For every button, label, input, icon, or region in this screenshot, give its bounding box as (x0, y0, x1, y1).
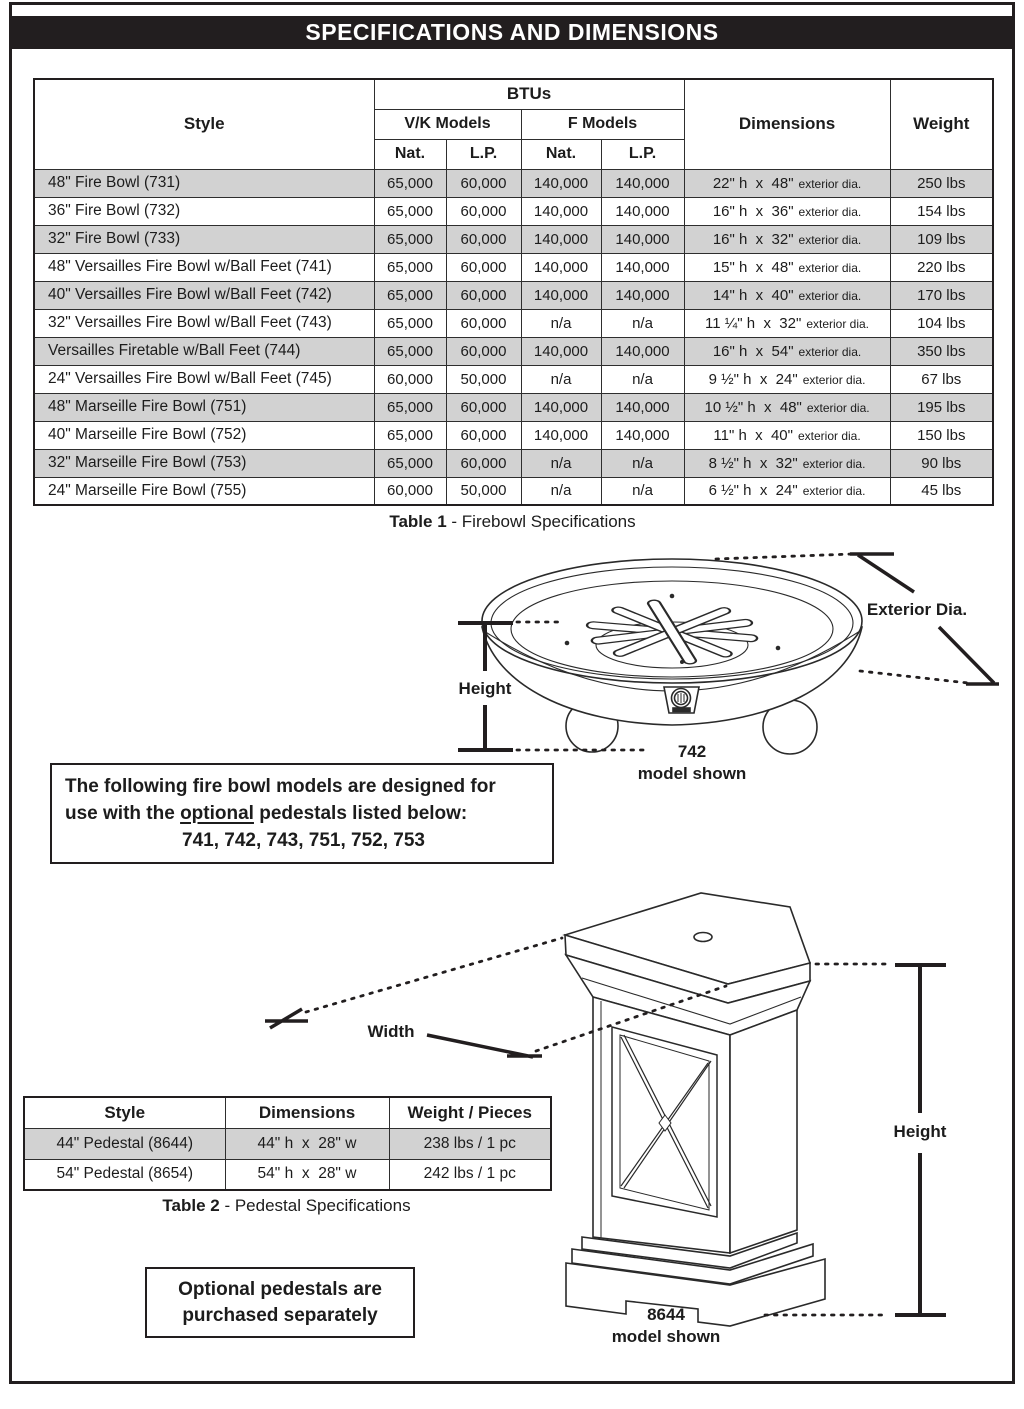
cell-f-lp: 140,000 (601, 421, 684, 449)
table-row (24, 1159, 551, 1190)
cell-weight: 67 lbs (890, 365, 993, 393)
cell-vk-nat: 65,000 (374, 421, 446, 449)
width-label: Width (367, 1022, 415, 1041)
table2-caption (23, 1196, 550, 1216)
cell-f-lp: 140,000 (601, 393, 684, 421)
diameter-tick-bottom (939, 627, 999, 684)
cell-f-nat: 140,000 (521, 393, 601, 421)
cell-weight: 104 lbs (890, 309, 993, 337)
table1-caption (33, 512, 992, 532)
dimension-value: 16" h x 54" (712, 342, 794, 360)
cell-dimensions (684, 253, 890, 281)
cell-style: 48" Versailles Fire Bowl w/Ball Feet (741) (34, 253, 374, 281)
cell-vk-nat: 65,000 (374, 169, 446, 197)
col-header-style: Style (24, 1097, 225, 1128)
col-header-vk-lp: L.P. (446, 139, 521, 169)
cell-style: 44" Pedestal (8644) (24, 1128, 225, 1159)
table-row (34, 337, 993, 365)
table1-caption-bold: Table 1 (389, 512, 447, 531)
cell-dimensions (684, 225, 890, 253)
cell-weight: 109 lbs (890, 225, 993, 253)
cell-dimensions: 54" h x 28" w (225, 1159, 389, 1190)
optional-pedestals-note (145, 1267, 415, 1338)
firebowl-spec-table (33, 78, 994, 506)
cell-weight: 90 lbs (890, 449, 993, 477)
table2-caption-text: - Pedestal Specifications (219, 1196, 411, 1215)
dimension-value: 14" h x 40" (712, 286, 794, 304)
dimension-value: 8 ½" h x 32" (708, 454, 798, 472)
table-row (34, 421, 993, 449)
optional-note-line-2: purchased separately (182, 1305, 378, 1326)
height-label: Height (893, 1122, 947, 1141)
cell-vk-nat: 65,000 (374, 197, 446, 225)
table-row (34, 365, 993, 393)
dimension-note: exterior dia. (802, 484, 866, 499)
cell-f-nat: n/a (521, 365, 601, 393)
table-row (24, 1128, 551, 1159)
table2-caption-bold: Table 2 (162, 1196, 220, 1215)
col-header-f-lp: L.P. (601, 139, 684, 169)
optional-note-line-1: Optional pedestals are (178, 1279, 382, 1300)
cell-vk-lp: 60,000 (446, 337, 521, 365)
dimension-value: 10 ½" h x 48" (704, 398, 802, 416)
cell-f-lp: n/a (601, 477, 684, 505)
cell-weight: 154 lbs (890, 197, 993, 225)
cell-weight: 150 lbs (890, 421, 993, 449)
cell-vk-lp: 60,000 (446, 197, 521, 225)
cell-vk-lp: 60,000 (446, 225, 521, 253)
compatible-model-numbers: 741, 742, 743, 751, 752, 753 (182, 830, 425, 851)
cell-style: 54" Pedestal (8654) (24, 1159, 225, 1190)
cell-f-nat: 140,000 (521, 197, 601, 225)
exterior-diameter-label: Exterior Dia. (866, 600, 968, 619)
cell-vk-nat: 65,000 (374, 253, 446, 281)
cell-vk-lp: 60,000 (446, 169, 521, 197)
table-row (34, 393, 993, 421)
cell-style: 32" Marseille Fire Bowl (753) (34, 449, 374, 477)
cell-dimensions: 44" h x 28" w (225, 1128, 389, 1159)
firebowl-model-number: 742 (677, 742, 707, 761)
cell-dimensions (684, 393, 890, 421)
col-header-vk-models: V/K Models (374, 109, 521, 139)
col-header-btus: BTUs (374, 79, 684, 109)
cell-style: 48" Marseille Fire Bowl (751) (34, 393, 374, 421)
cell-vk-lp: 60,000 (446, 253, 521, 281)
table-row (34, 281, 993, 309)
cell-f-lp: n/a (601, 309, 684, 337)
cell-dimensions (684, 197, 890, 225)
cell-f-nat: n/a (521, 477, 601, 505)
cell-vk-lp: 60,000 (446, 281, 521, 309)
note-line-2 (65, 800, 542, 827)
brand-logo-plate (664, 687, 699, 713)
table-row (34, 169, 993, 197)
cell-f-lp: 140,000 (601, 281, 684, 309)
note-line-2-post: pedestals listed below: (253, 803, 468, 824)
dimension-value: 16" h x 36" (712, 202, 794, 220)
col-header-weight: Weight (890, 79, 993, 169)
cell-f-nat: 140,000 (521, 253, 601, 281)
pedestal-model-caption: model shown (611, 1327, 721, 1346)
cell-f-nat: n/a (521, 449, 601, 477)
cell-vk-nat: 65,000 (374, 337, 446, 365)
cell-weight: 195 lbs (890, 393, 993, 421)
cell-dimensions (684, 309, 890, 337)
cell-weight: 350 lbs (890, 337, 993, 365)
firebowl-model-caption: model shown (637, 764, 747, 783)
cell-weight: 45 lbs (890, 477, 993, 505)
cell-vk-nat: 65,000 (374, 281, 446, 309)
cell-style: 48" Fire Bowl (731) (34, 169, 374, 197)
cell-vk-nat: 65,000 (374, 309, 446, 337)
dimension-note: exterior dia. (798, 260, 862, 275)
cell-vk-lp: 60,000 (446, 393, 521, 421)
dimension-note: exterior dia. (797, 428, 861, 443)
cell-dimensions (684, 281, 890, 309)
pedestal-column-side (730, 1010, 797, 1253)
cell-style: 24" Marseille Fire Bowl (755) (34, 477, 374, 505)
cell-vk-lp: 60,000 (446, 421, 521, 449)
col-header-dimensions: Dimensions (684, 79, 890, 169)
cell-f-lp: 140,000 (601, 197, 684, 225)
cell-dimensions (684, 477, 890, 505)
cell-weight: 170 lbs (890, 281, 993, 309)
diameter-tick-top (850, 554, 914, 592)
cell-style: 32" Fire Bowl (733) (34, 225, 374, 253)
col-header-vk-nat: Nat. (374, 139, 446, 169)
cell-f-nat: 140,000 (521, 169, 601, 197)
cell-vk-nat: 60,000 (374, 477, 446, 505)
dimension-note: exterior dia. (798, 176, 862, 191)
dimension-note: exterior dia. (798, 232, 862, 247)
dimension-note: exterior dia. (802, 372, 866, 387)
dimension-value: 15" h x 48" (712, 258, 794, 276)
dimension-value: 6 ½" h x 24" (708, 482, 798, 500)
height-label: Height (458, 679, 512, 698)
cell-weight: 220 lbs (890, 253, 993, 281)
dimension-value: 9 ½" h x 24" (708, 370, 798, 388)
table-row (34, 309, 993, 337)
cell-style: 36" Fire Bowl (732) (34, 197, 374, 225)
diameter-leader-dots-top (716, 554, 852, 559)
cell-dimensions (684, 449, 890, 477)
cell-dimensions (684, 365, 890, 393)
cell-vk-nat: 65,000 (374, 449, 446, 477)
dimension-value: 22" h x 48" (712, 174, 794, 192)
table1-caption-text: - Firebowl Specifications (446, 512, 636, 531)
diameter-leader-dots-bottom (860, 671, 968, 683)
cell-f-lp: 140,000 (601, 225, 684, 253)
pedestal-compatibility-note (50, 763, 554, 864)
note-underlined-word: optional (180, 803, 254, 824)
cell-style: 40" Versailles Fire Bowl w/Ball Feet (742) (34, 281, 374, 309)
cell-f-nat: 140,000 (521, 225, 601, 253)
dimension-note: exterior dia. (806, 316, 870, 331)
cell-dimensions (684, 337, 890, 365)
cell-vk-lp: 60,000 (446, 449, 521, 477)
cell-dimensions (684, 421, 890, 449)
cell-f-nat: 140,000 (521, 281, 601, 309)
dimension-note: exterior dia. (802, 456, 866, 471)
cell-vk-nat: 65,000 (374, 225, 446, 253)
dimension-note: exterior dia. (806, 400, 870, 415)
pedestal-model-number: 8644 (647, 1305, 685, 1324)
cell-weight: 250 lbs (890, 169, 993, 197)
note-line-1: The following fire bowl models are designed for (65, 776, 496, 797)
cell-f-lp: n/a (601, 449, 684, 477)
cell-style: 24" Versailles Fire Bowl w/Ball Feet (745) (34, 365, 374, 393)
cell-vk-nat: 65,000 (374, 393, 446, 421)
cell-f-lp: 140,000 (601, 169, 684, 197)
cell-vk-lp: 60,000 (446, 309, 521, 337)
cell-f-lp: n/a (601, 365, 684, 393)
cell-weight: 242 lbs / 1 pc (389, 1159, 551, 1190)
cell-style: 40" Marseille Fire Bowl (752) (34, 421, 374, 449)
pedestal-spec-table (23, 1096, 552, 1191)
table-row (34, 449, 993, 477)
col-header-style: Style (34, 79, 374, 169)
cell-f-nat: n/a (521, 309, 601, 337)
col-header-weight-pieces: Weight / Pieces (389, 1097, 551, 1128)
col-header-f-models: F Models (521, 109, 684, 139)
note-line-2-pre: use with the (65, 803, 181, 824)
cell-vk-nat: 60,000 (374, 365, 446, 393)
dimension-note: exterior dia. (798, 204, 862, 219)
cell-f-nat: 140,000 (521, 337, 601, 365)
dimension-value: 11 ¼" h x 32" (705, 314, 802, 332)
dimension-value: 11" h x 40" (713, 426, 793, 444)
cell-weight: 238 lbs / 1 pc (389, 1128, 551, 1159)
table-row (34, 225, 993, 253)
table-row (34, 197, 993, 225)
dimension-value: 16" h x 32" (712, 230, 794, 248)
cell-f-lp: 140,000 (601, 253, 684, 281)
page-title: SPECIFICATIONS AND DIMENSIONS (12, 16, 1012, 49)
col-header-f-nat: Nat. (521, 139, 601, 169)
cell-vk-lp: 50,000 (446, 365, 521, 393)
table-row (34, 477, 993, 505)
col-header-dimensions: Dimensions (225, 1097, 389, 1128)
cell-f-nat: 140,000 (521, 421, 601, 449)
dimension-note: exterior dia. (798, 288, 862, 303)
table-row (34, 253, 993, 281)
cell-vk-lp: 50,000 (446, 477, 521, 505)
dimension-note: exterior dia. (798, 344, 862, 359)
cell-style: 32" Versailles Fire Bowl w/Ball Feet (743) (34, 309, 374, 337)
cell-f-lp: 140,000 (601, 337, 684, 365)
cell-dimensions (684, 169, 890, 197)
cell-style: Versailles Firetable w/Ball Feet (744) (34, 337, 374, 365)
